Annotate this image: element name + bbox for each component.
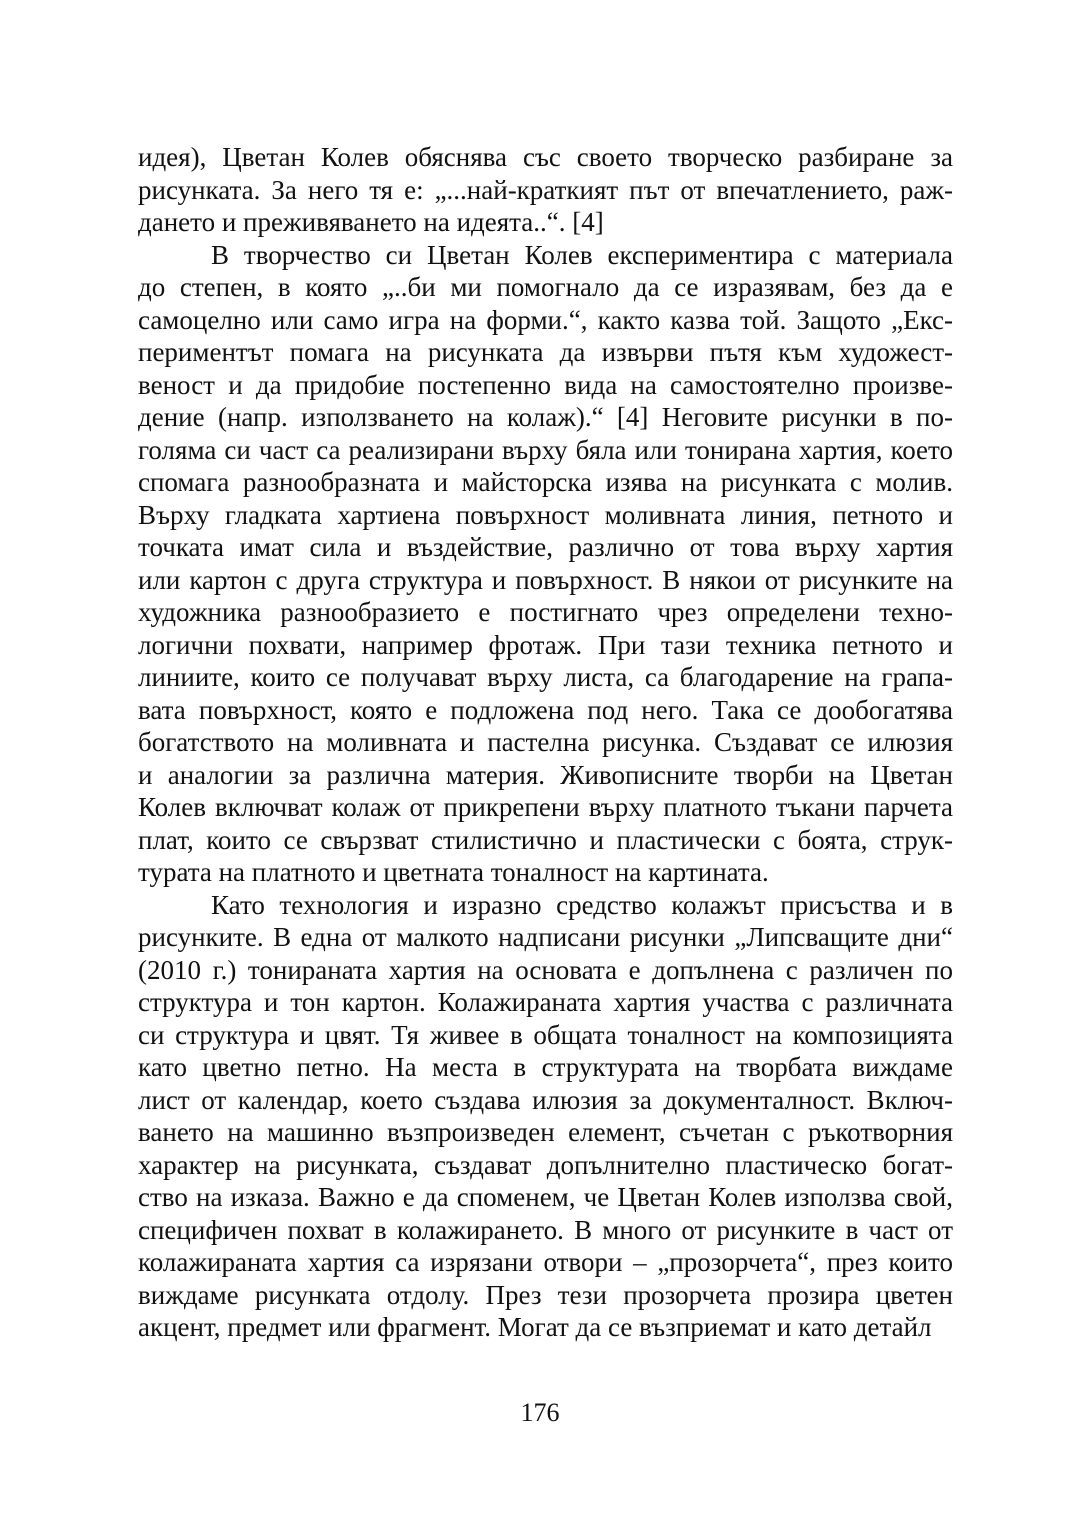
- text-line: акцент, предмет или фрагмент. Могат да се възприемат и като детайл: [138, 1312, 932, 1342]
- text-line: Колев включват колаж от прикрепени върху платното тъкани парчета: [138, 792, 953, 822]
- text-line: ването на машинно възпроизведен елемент, съчетан с ръкотворния: [138, 1117, 953, 1147]
- text-line: виждаме рисунката отдолу. През тези прозорчета прозира цветен: [138, 1279, 953, 1310]
- text-line: веност и да придобие постепенно вида на самостоятелно произве-: [138, 369, 953, 400]
- paragraph: [138, 141, 953, 239]
- text-line: плат, които се свързват стилистично и пластически с боята, струк-: [138, 824, 953, 855]
- text-line: логични похвати, например фротаж. При тази техника петното и: [138, 629, 953, 660]
- text-line: Като технология и изразно средство колажът присъства и в: [211, 889, 953, 920]
- text-line: рисунките. В една от малкото надписани рисунки „Липсващите дни“: [138, 922, 953, 952]
- text-line: или картон с друга структура и повърхност. В някои от рисунките на: [138, 564, 953, 595]
- text-line: вата повърхност, която е подложена под него. Така се дообогатява: [138, 694, 953, 725]
- text-line: Върху гладката хартиена повърхност моливната линия, петното и: [138, 499, 953, 530]
- body-text: [138, 141, 953, 1344]
- text-line: си структура и цвят. Тя живее в общата тоналност на композицията: [138, 1019, 953, 1050]
- text-line: ство на изказа. Важно е да споменем, че Цветан Колев използва свой,: [138, 1182, 953, 1212]
- text-line: богатството на моливната и пастелна рисунка. Създават се илюзия: [138, 727, 953, 757]
- text-line: художника разнообразието е постигнато чрез определени техно-: [138, 597, 953, 627]
- paragraph: [138, 889, 953, 1344]
- text-line: (2010 г.) тонираната хартия на основата е допълнена с различен по: [138, 954, 953, 985]
- text-line: периментът помага на рисунката да извърви пътя към художест-: [138, 337, 953, 367]
- text-line: голяма си част са реализирани върху бяла или тонирана хартия, което: [138, 434, 953, 465]
- text-line: и аналогии за различна материя. Живописните творби на Цветан: [138, 759, 953, 790]
- text-line: турата на платното и цветната тоналност на картината.: [138, 857, 769, 887]
- text-line: до степен, в която „..би ми помогнало да се изразявам, без да е: [138, 272, 953, 302]
- text-line: специфичен похват в колажирането. В много от рисунките в част от: [138, 1214, 953, 1245]
- text-line: рисунката. За него тя е: „...най-краткият път от впечатлението, раж-: [138, 174, 953, 205]
- text-line: самоцелно или само игра на форми.“, както казва той. Защото „Екс-: [138, 304, 953, 335]
- text-line: В творчество си Цветан Колев експериментира с материала: [211, 239, 953, 270]
- paragraph: [138, 239, 953, 889]
- text-line: структура и тон картон. Колажираната хартия участва с различната: [138, 987, 953, 1017]
- text-line: колажираната хартия са изрязани отвори – „прозорчета“, през които: [138, 1247, 953, 1277]
- text-line: лист от календар, което създава илюзия за документалност. Включ-: [138, 1084, 953, 1115]
- page-number: 176: [520, 1398, 560, 1427]
- text-line: линиите, които се получават върху листа, са благодарение на грапа-: [138, 662, 953, 692]
- text-line: идея), Цветан Колев обяснява със своето творческо разбиране за: [138, 142, 953, 172]
- text-line: дение (напр. използването на колаж).“ [4] Неговите рисунки в по-: [138, 402, 953, 432]
- text-line: точката имат сила и въздействие, различно от това върху хартия: [138, 532, 953, 562]
- text-line: спомага разнообразната и майсторска изява на рисунката с молив.: [138, 467, 953, 497]
- text-line: характер на рисунката, създават допълнително пластическо богат-: [138, 1149, 953, 1180]
- text-line: като цветно петно. На места в структурата на творбата виждаме: [138, 1052, 953, 1082]
- text-line: дането и преживяването на идеята..“. [4]: [138, 207, 604, 237]
